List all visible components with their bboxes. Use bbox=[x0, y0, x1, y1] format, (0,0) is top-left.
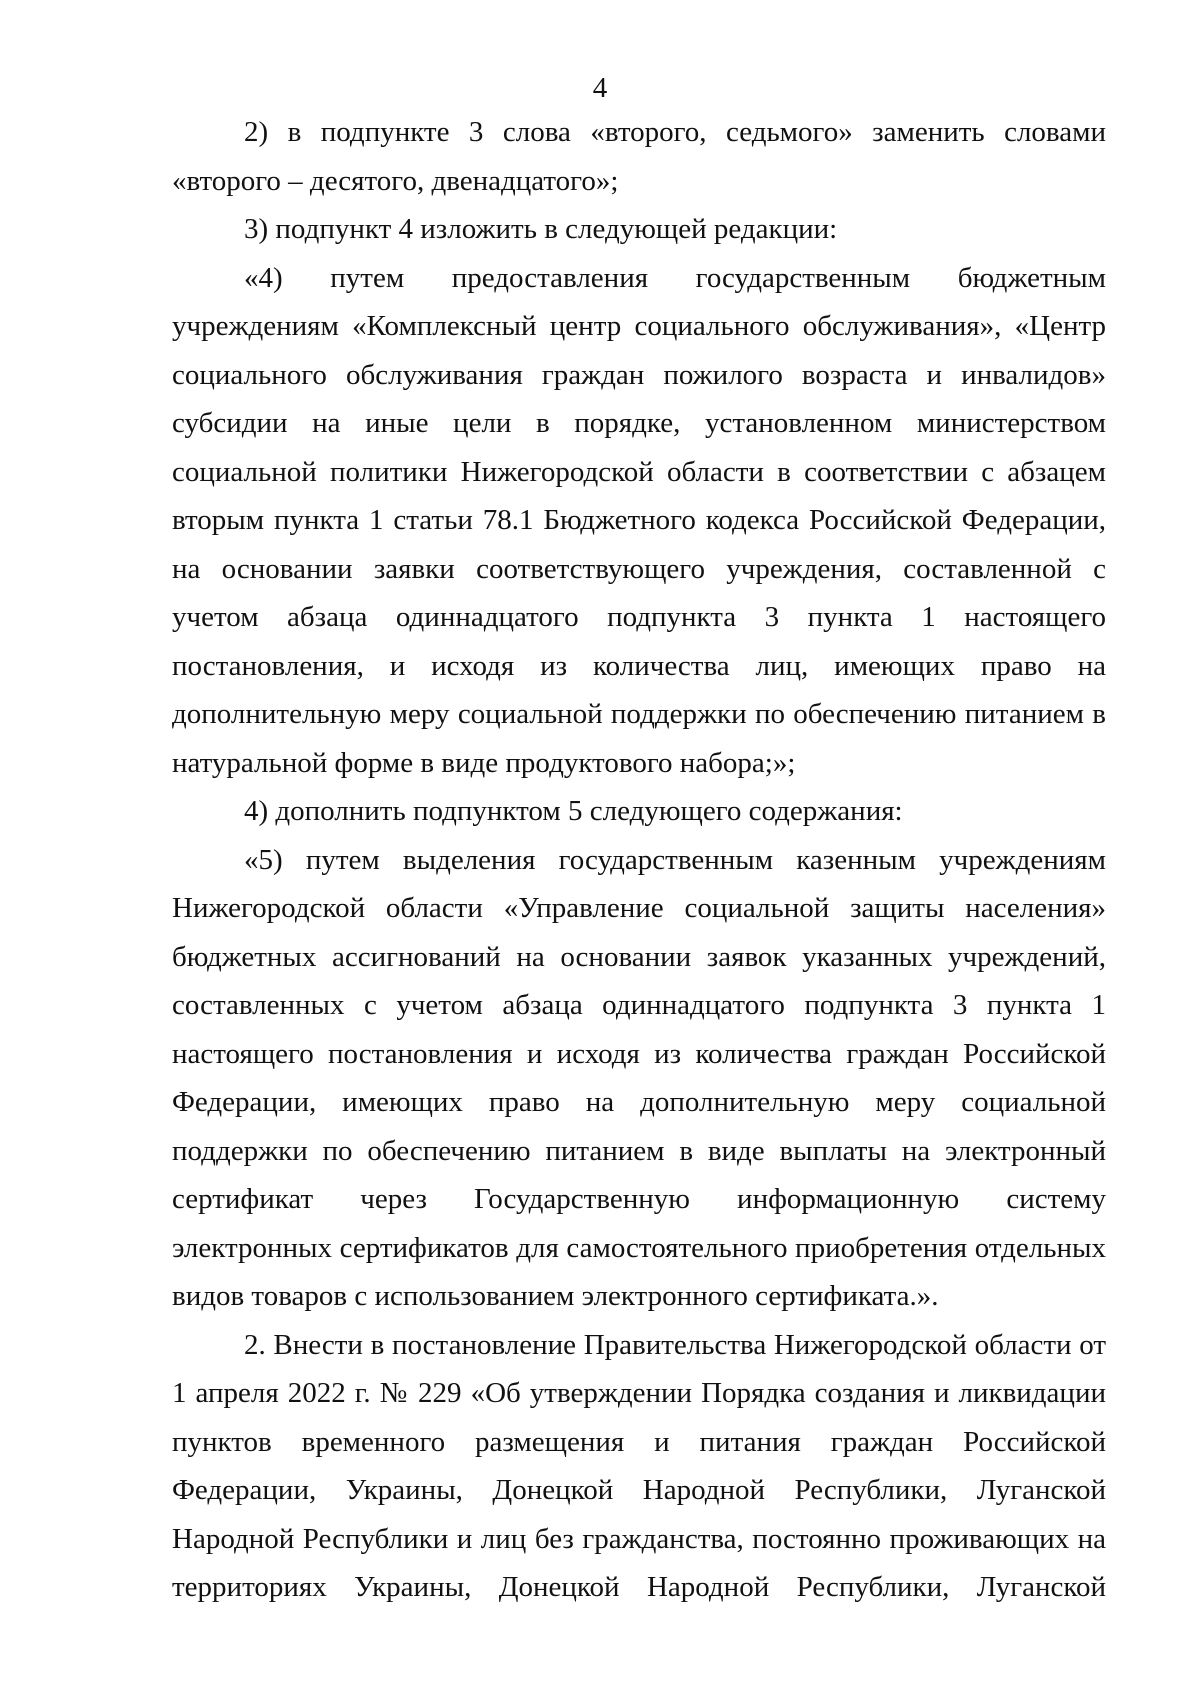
paragraph-item-2: 2) в подпункте 3 слова «второго, седьмого» заменить словами «второго – десятого, двенадцатого»; bbox=[172, 116, 1106, 197]
page-number: 4 bbox=[592, 72, 608, 104]
paragraph-subitem-4-text: «4) путем предоставления государственным бюджетным учреждениям «Комплексный центр социального обслуживания», «Центр социального обслуживания граждан пожилого возраста и инвалидов» субсидии на иные цели в порядке, установленном министерством социальной политики Нижегородской области в соответствии с абзацем вторым пункта 1 статьи 78.1 Бюджетного кодекса Российской Федерации, на основании заявки соответствующего учреждения, составленной с учетом абзаца одиннадцатого подпункта 3 пункта 1 настоящего постановления, и исходя из количества лиц, имеющих право на дополнительную меру социальной поддержки по обеспечению питанием в натуральной форме в виде продуктового набора;»; bbox=[172, 261, 1106, 779]
paragraph-item-4: 4) дополнить подпунктом 5 следующего содержания: bbox=[244, 795, 903, 827]
paragraph-section-2: 2. Внести в постановление Правительства Нижегородской области от 1 апреля 2022 г. № 229 «Об утверждении Порядка создания и ликвидации пунктов временного размещения и питания граждан Российской Федерации, Украины, Донецкой Народной Республики, Луганской Народной Республики и лиц без гражданства, постоянно проживающих на территориях Украины, Донецкой Народной Республики, Луганской bbox=[172, 1328, 1106, 1603]
paragraph-subitem-5-text: «5) путем выделения государственным казенным учреждениям Нижегородской области «Управление социальной защиты населения» бюджетных ассигнований на основании заявок указанных учреждений, составленных с учетом абзаца одиннадцатого подпункта 3 пункта 1 настоящего постановления и исходя из количества граждан Российской Федерации, имеющих право на дополнительную меру социальной поддержки по обеспечению питанием в виде выплаты на электронный сертификат через Государственную информационную систему электронных сертификатов для самостоятельного приобретения отдельных видов товаров с использованием электронного сертификата.». bbox=[172, 843, 1106, 1312]
document-body bbox=[172, 108, 1106, 1612]
paragraph-item-3: 3) подпункт 4 изложить в следующей редакции: bbox=[244, 213, 838, 245]
